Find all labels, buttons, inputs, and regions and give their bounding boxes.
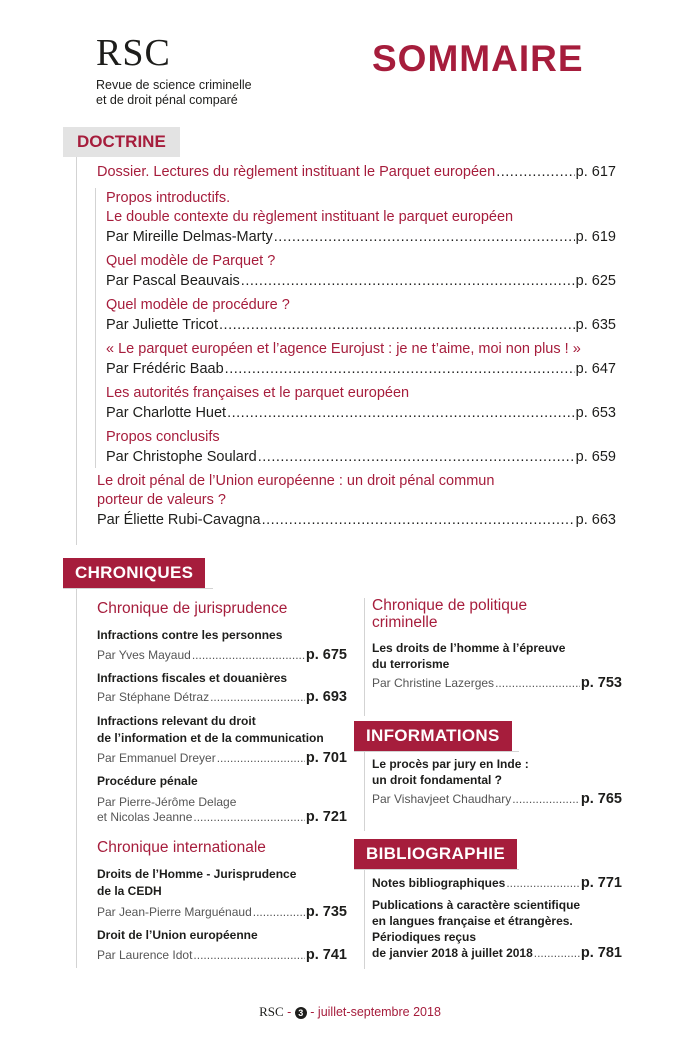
item-title: Infractions relevant du droit — [97, 714, 256, 728]
entry-title: « Le parquet européen et l’agence Eurojust : je ne t’aime, moi non plus ! » — [106, 341, 581, 357]
footer-separator: - — [310, 1005, 315, 1019]
informations-rule — [364, 751, 365, 831]
dossier-title: Dossier. Lectures du règlement instituant le Parquet européen — [97, 164, 496, 180]
item-title: Le procès par jury en Inde : — [372, 757, 529, 771]
entry-author: Par Charlotte Huet — [106, 405, 227, 421]
leader-dots — [219, 316, 575, 334]
leader-dots — [210, 690, 305, 705]
leader-dots — [262, 511, 575, 529]
page-number: p. 635 — [575, 317, 616, 333]
item-title: Périodiques reçus — [372, 930, 477, 944]
biblio-entry[interactable] — [372, 876, 622, 891]
entry-title: Le droit pénal de l’Union européenne : un droit pénal commun — [97, 473, 495, 489]
item-title: Notes bibliographiques — [372, 876, 506, 890]
informations-shadow — [354, 751, 519, 752]
chroniques-rule — [76, 588, 77, 968]
item-title: Procédure pénale — [97, 774, 198, 788]
item-author-line[interactable] — [372, 792, 622, 807]
item-author-line[interactable] — [97, 905, 347, 920]
doctrine-rule — [76, 157, 77, 545]
entry-author-line[interactable] — [106, 272, 616, 290]
doctrine-banner: DOCTRINE — [63, 127, 180, 157]
biblio-entry[interactable] — [372, 946, 622, 961]
entry-title: Quel modèle de procédure ? — [106, 297, 290, 313]
page-number: p. 735 — [305, 904, 347, 920]
entry-author: Par Juliette Tricot — [106, 317, 219, 333]
entry-title: porteur de valeurs ? — [97, 492, 226, 508]
item-author: Par Christine Lazerges — [372, 676, 495, 690]
page-number: p. 741 — [305, 947, 347, 963]
dossier-rule — [95, 188, 96, 468]
dossier-entry[interactable] — [97, 163, 616, 181]
page-number: p. 765 — [580, 791, 622, 807]
leader-dots — [193, 810, 305, 825]
issue-number-badge-icon: 3 — [295, 1007, 307, 1019]
entry-title: Le double contexte du règlement instituant le parquet européen — [106, 209, 514, 225]
item-author: Par Stéphane Détraz — [97, 690, 210, 704]
leader-dots — [241, 272, 575, 290]
entry-author-line[interactable] — [106, 404, 616, 422]
entry-title: Propos conclusifs — [106, 429, 220, 445]
page-number: p. 625 — [575, 273, 616, 289]
entry-author-line[interactable] — [106, 360, 616, 378]
entry-author-line[interactable] — [106, 448, 616, 466]
item-author: Par Emmanuel Dreyer — [97, 751, 216, 765]
item-title: de la CEDH — [97, 884, 162, 898]
entry-author: Par Christophe Soulard — [106, 449, 257, 465]
leader-dots — [512, 792, 580, 807]
item-author-line[interactable] — [372, 676, 622, 691]
entry-author: Par Frédéric Baab — [106, 361, 224, 377]
item-author: Par Laurence Idot — [97, 948, 193, 962]
page-number: p. 701 — [305, 750, 347, 766]
item-author: Par Vishavjeet Chaudhary — [372, 792, 512, 806]
entry-author-line[interactable] — [106, 316, 616, 334]
item-title: de janvier 2018 à juillet 2018 — [372, 946, 533, 960]
leader-dots — [496, 163, 574, 181]
entry-author-line[interactable] — [97, 511, 616, 529]
footer-separator: - — [287, 1005, 292, 1019]
leader-dots — [193, 948, 304, 963]
leader-dots — [253, 905, 305, 920]
section-heading: Chronique internationale — [97, 839, 266, 856]
entry-author: Par Mireille Delmas-Marty — [106, 229, 273, 245]
page-number: p. 653 — [575, 405, 616, 421]
item-author-line[interactable] — [97, 948, 347, 963]
page-number: p. 617 — [575, 164, 616, 180]
item-title: Publications à caractère scientifique — [372, 898, 581, 912]
leader-dots — [225, 360, 575, 378]
chroniques-shadow — [63, 588, 213, 589]
informations-banner: INFORMATIONS — [354, 721, 512, 751]
leader-dots — [506, 876, 580, 891]
column-divider — [364, 598, 365, 716]
page-title: SOMMAIRE — [372, 38, 584, 79]
entry-author-line[interactable] — [106, 228, 616, 246]
entry-title: Les autorités françaises et le parquet européen — [106, 385, 410, 401]
item-author: Par Jean-Pierre Marguénaud — [97, 905, 252, 919]
section-heading: Chronique de politique — [372, 597, 528, 614]
leader-dots — [217, 751, 305, 766]
page-number: p. 647 — [575, 361, 616, 377]
page-number: p. 771 — [580, 875, 622, 891]
page-number: p. 663 — [575, 512, 616, 528]
bibliographie-shadow — [354, 869, 519, 870]
bibliographie-rule — [364, 869, 365, 969]
item-title: Infractions fiscales et douanières — [97, 671, 288, 685]
item-author: et Nicolas Jeanne — [97, 810, 193, 824]
item-author-line[interactable] — [97, 690, 347, 705]
entry-title: Quel modèle de Parquet ? — [106, 253, 276, 269]
leader-dots — [227, 404, 575, 422]
leader-dots — [258, 448, 575, 466]
item-author-line[interactable] — [97, 810, 347, 825]
item-author: Par Yves Mayaud — [97, 648, 191, 662]
chroniques-banner: CHRONIQUES — [63, 558, 205, 588]
bibliographie-banner: BIBLIOGRAPHIE — [354, 839, 517, 869]
item-author-line[interactable] — [97, 648, 347, 663]
item-title: en langues française et étrangères. — [372, 914, 573, 928]
page-number: p. 693 — [305, 689, 347, 705]
item-author: Par Pierre-Jérôme Delage — [97, 795, 237, 809]
entry-author: Par Pascal Beauvais — [106, 273, 240, 289]
page-number: p. 659 — [575, 449, 616, 465]
subtitle-line-2: et de droit pénal comparé — [96, 93, 238, 107]
journal-subtitle — [96, 78, 252, 108]
page-number: p. 619 — [575, 229, 616, 245]
leader-dots — [274, 228, 575, 246]
item-title: un droit fondamental ? — [372, 773, 502, 787]
leader-dots — [495, 676, 580, 691]
item-title: Infractions contre les personnes — [97, 628, 283, 642]
footer-journal: RSC — [259, 1004, 284, 1019]
item-author-line[interactable] — [97, 751, 347, 766]
section-heading: criminelle — [372, 614, 438, 631]
leader-dots — [534, 946, 580, 961]
page-number: p. 753 — [580, 675, 622, 691]
footer-period: juillet-septembre 2018 — [317, 1005, 441, 1019]
page-number: p. 781 — [580, 945, 622, 961]
page-footer — [0, 1004, 700, 1020]
page-number: p. 721 — [305, 809, 347, 825]
section-heading: Chronique de jurisprudence — [97, 600, 288, 617]
entry-title: Propos introductifs. — [106, 190, 231, 206]
item-title: de l’information et de la communication — [97, 731, 324, 745]
entry-author: Par Éliette Rubi-Cavagna — [97, 512, 261, 528]
leader-dots — [192, 648, 305, 663]
item-title: Droits de l’Homme - Jurisprudence — [97, 867, 297, 881]
item-title: du terrorisme — [372, 657, 450, 671]
page-number: p. 675 — [305, 647, 347, 663]
item-title: Droit de l’Union européenne — [97, 928, 258, 942]
subtitle-line-1: Revue de science criminelle — [96, 78, 252, 92]
item-title: Les droits de l’homme à l’épreuve — [372, 641, 566, 655]
journal-logo: RSC — [96, 32, 171, 74]
